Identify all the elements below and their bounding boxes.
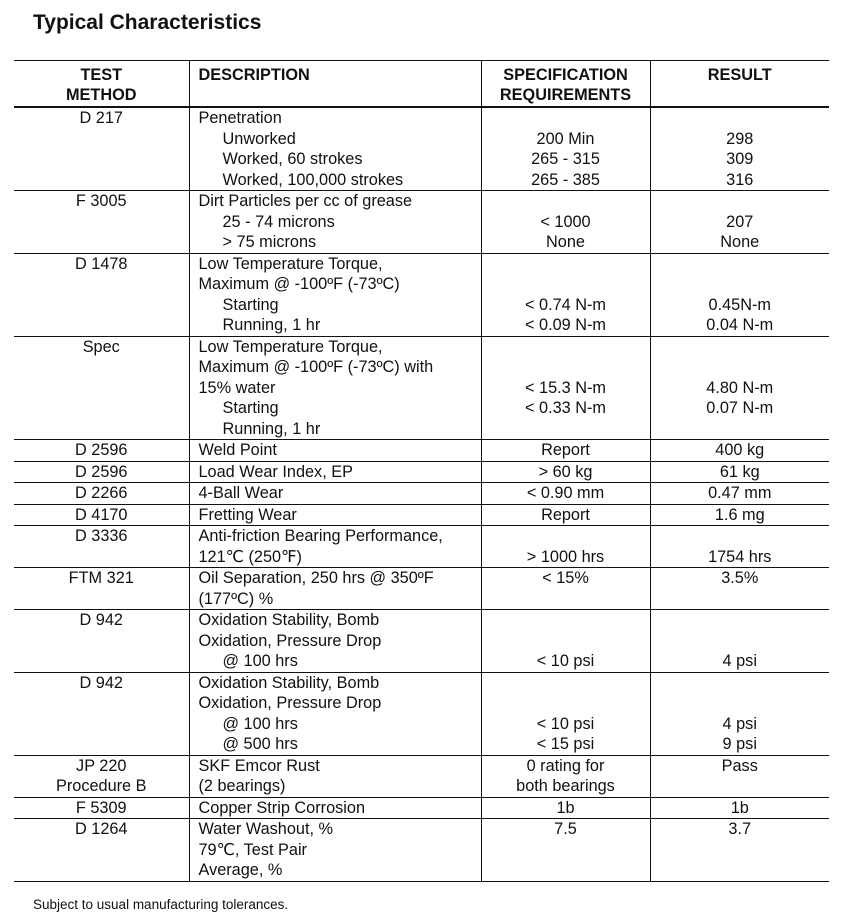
cell-line: Pass bbox=[721, 756, 758, 775]
description-line: Starting bbox=[222, 399, 279, 417]
description-cell bbox=[189, 568, 481, 610]
blank-line bbox=[482, 108, 650, 129]
requirement-cell bbox=[481, 483, 650, 505]
cell-line: D 217 bbox=[79, 109, 123, 127]
cell-line: 316 bbox=[726, 170, 754, 189]
cell-line: 0.04 N-m bbox=[706, 316, 774, 334]
blank-line bbox=[482, 357, 650, 378]
table-row bbox=[14, 526, 829, 568]
description-cell bbox=[189, 461, 481, 483]
description-line: @ 500 hrs bbox=[222, 735, 298, 753]
blank-line bbox=[651, 693, 830, 714]
cell-line: D 2596 bbox=[74, 441, 128, 459]
blank-line bbox=[651, 274, 830, 295]
description-line: Oxidation, Pressure Drop bbox=[198, 694, 382, 712]
description-line: (2 bearings) bbox=[198, 777, 286, 795]
table-body bbox=[14, 107, 829, 881]
cell-line: < 10 psi bbox=[536, 652, 595, 670]
result-cell bbox=[650, 440, 829, 462]
cell-line: JP 220 bbox=[76, 756, 127, 775]
description-line: > 75 microns bbox=[222, 233, 317, 251]
table-header bbox=[14, 61, 829, 108]
result-cell bbox=[650, 568, 829, 610]
cell-line: D 1478 bbox=[74, 254, 128, 273]
cell-line: 0.07 N-m bbox=[706, 399, 774, 417]
cell-line: 61 kg bbox=[719, 462, 760, 481]
result-cell bbox=[650, 526, 829, 568]
cell-line: 3.5% bbox=[721, 569, 759, 587]
cell-line: < 0.09 N-m bbox=[525, 316, 606, 334]
description-line: 4-Ball Wear bbox=[198, 484, 284, 502]
cell-line: 1b bbox=[730, 798, 749, 817]
description-cell bbox=[189, 191, 481, 254]
description-line: 79℃, Test Pair bbox=[198, 840, 307, 859]
blank-line bbox=[482, 526, 650, 547]
description-line: Oil Separation, 250 hrs @ 350ºF bbox=[198, 569, 434, 587]
description-line: Water Washout, % bbox=[198, 820, 334, 838]
test-method-cell bbox=[14, 568, 189, 610]
test-method-cell bbox=[14, 191, 189, 254]
cell-line: D 1264 bbox=[74, 820, 128, 838]
description-cell bbox=[189, 819, 481, 882]
header-row bbox=[14, 61, 829, 108]
cell-line: None bbox=[546, 233, 585, 251]
table-row bbox=[14, 672, 829, 755]
requirement-cell bbox=[481, 191, 650, 254]
test-method-cell bbox=[14, 336, 189, 440]
description-line: (177ºC) % bbox=[198, 589, 274, 608]
blank-line bbox=[482, 191, 650, 212]
cell-line: < 0.33 N-m bbox=[525, 399, 606, 417]
description-cell bbox=[189, 504, 481, 526]
table-row bbox=[14, 483, 829, 505]
test-method-cell bbox=[14, 526, 189, 568]
cell-line: both bearings bbox=[516, 777, 615, 795]
cell-line: 207 bbox=[726, 212, 754, 231]
header-description bbox=[189, 61, 481, 108]
cell-line: 265 - 385 bbox=[531, 170, 600, 189]
blank-line bbox=[482, 631, 650, 652]
description-line: 25 - 74 microns bbox=[222, 212, 335, 231]
table-row bbox=[14, 336, 829, 440]
cell-line: Procedure B bbox=[55, 777, 147, 795]
cell-line: 9 psi bbox=[722, 735, 757, 753]
test-method-cell bbox=[14, 253, 189, 336]
cell-line: FTM 321 bbox=[68, 569, 134, 587]
table-row bbox=[14, 440, 829, 462]
cell-line: 4 psi bbox=[722, 652, 757, 670]
cell-line: 200 Min bbox=[536, 129, 595, 148]
cell-line: 1b bbox=[556, 798, 575, 817]
description-line: 15% water bbox=[198, 378, 276, 397]
blank-line bbox=[651, 526, 830, 547]
cell-line: 4 psi bbox=[722, 714, 757, 733]
blank-line bbox=[482, 610, 650, 631]
header-result bbox=[650, 61, 829, 108]
table-row bbox=[14, 568, 829, 610]
blank-line bbox=[482, 254, 650, 275]
header-line: RESULT bbox=[707, 66, 772, 84]
table-row bbox=[14, 461, 829, 483]
requirement-cell bbox=[481, 797, 650, 819]
cell-line: < 0.90 mm bbox=[526, 484, 605, 502]
description-line: SKF Emcor Rust bbox=[198, 756, 320, 775]
blank-line bbox=[482, 673, 650, 694]
description-line: Low Temperature Torque, bbox=[198, 337, 383, 356]
description-line: Copper Strip Corrosion bbox=[198, 798, 366, 817]
description-cell bbox=[189, 483, 481, 505]
blank-line bbox=[651, 357, 830, 378]
cell-line: < 10 psi bbox=[536, 714, 595, 733]
cell-line: < 15.3 N-m bbox=[525, 378, 606, 397]
header-line: METHOD bbox=[65, 86, 137, 104]
requirement-cell bbox=[481, 672, 650, 755]
requirement-cell bbox=[481, 253, 650, 336]
description-line: Oxidation Stability, Bomb bbox=[198, 673, 380, 692]
cell-line: D 4170 bbox=[74, 505, 128, 524]
result-cell bbox=[650, 483, 829, 505]
description-line: @ 100 hrs bbox=[222, 652, 298, 670]
table-row bbox=[14, 755, 829, 797]
header-line: SPECIFICATION bbox=[503, 66, 628, 84]
header-test-method bbox=[14, 61, 189, 108]
description-cell bbox=[189, 253, 481, 336]
description-line: Maximum @ -100ºF (-73ºC) bbox=[198, 275, 400, 293]
requirement-cell bbox=[481, 526, 650, 568]
test-method-cell bbox=[14, 107, 189, 191]
table-row bbox=[14, 610, 829, 673]
description-cell bbox=[189, 336, 481, 440]
result-cell bbox=[650, 253, 829, 336]
requirement-cell bbox=[481, 755, 650, 797]
result-cell bbox=[650, 672, 829, 755]
description-cell bbox=[189, 755, 481, 797]
cell-line: 0 rating for bbox=[526, 756, 605, 775]
page-title: Typical Characteristics bbox=[33, 11, 262, 34]
description-line: Running, 1 hr bbox=[222, 419, 321, 438]
cell-line: 0.47 mm bbox=[708, 484, 772, 502]
header-line: REQUIREMENTS bbox=[499, 86, 632, 104]
description-line: Weld Point bbox=[198, 441, 277, 459]
cell-line: 400 kg bbox=[715, 441, 765, 459]
result-cell bbox=[650, 610, 829, 673]
blank-line bbox=[482, 693, 650, 714]
test-method-cell bbox=[14, 483, 189, 505]
blank-line bbox=[651, 254, 830, 275]
test-method-cell bbox=[14, 819, 189, 882]
requirement-cell bbox=[481, 461, 650, 483]
requirement-cell bbox=[481, 504, 650, 526]
cell-line: Report bbox=[541, 505, 590, 524]
blank-line bbox=[651, 673, 830, 694]
result-cell bbox=[650, 755, 829, 797]
description-line: Maximum @ -100ºF (-73ºC) with bbox=[198, 358, 434, 376]
cell-line: 298 bbox=[726, 129, 754, 148]
description-line: Running, 1 hr bbox=[222, 316, 321, 334]
description-line: Penetration bbox=[198, 109, 282, 127]
description-line: Dirt Particles per cc of grease bbox=[198, 192, 413, 210]
cell-line: 309 bbox=[726, 150, 754, 168]
cell-line: 265 - 315 bbox=[531, 150, 600, 168]
test-method-cell bbox=[14, 755, 189, 797]
cell-line: < 15% bbox=[542, 569, 589, 587]
result-cell bbox=[650, 107, 829, 191]
cell-line: < 15 psi bbox=[536, 735, 595, 753]
footnote: Subject to usual manufacturing tolerances. bbox=[33, 897, 289, 912]
characteristics-table bbox=[14, 60, 829, 882]
test-method-cell bbox=[14, 461, 189, 483]
header-specification-requirements bbox=[481, 61, 650, 108]
description-line: 121℃ (250℉) bbox=[198, 547, 302, 566]
test-method-cell bbox=[14, 672, 189, 755]
requirement-cell bbox=[481, 336, 650, 440]
description-line: Worked, 100,000 strokes bbox=[222, 170, 404, 189]
description-cell bbox=[189, 526, 481, 568]
table-row bbox=[14, 253, 829, 336]
description-line: Starting bbox=[222, 295, 279, 314]
description-line: Low Temperature Torque, bbox=[198, 254, 383, 273]
cell-line: 7.5 bbox=[554, 820, 577, 838]
result-cell bbox=[650, 336, 829, 440]
description-line: Worked, 60 strokes bbox=[222, 150, 363, 168]
test-method-cell bbox=[14, 504, 189, 526]
description-cell bbox=[189, 797, 481, 819]
test-method-cell bbox=[14, 797, 189, 819]
cell-line: F 5309 bbox=[75, 798, 127, 817]
result-cell bbox=[650, 819, 829, 882]
blank-line bbox=[651, 191, 830, 212]
description-line: Anti-friction Bearing Performance, bbox=[198, 527, 443, 545]
description-cell bbox=[189, 107, 481, 191]
table-row bbox=[14, 107, 829, 191]
test-method-cell bbox=[14, 440, 189, 462]
blank-line bbox=[482, 337, 650, 358]
requirement-cell bbox=[481, 819, 650, 882]
blank-line bbox=[651, 610, 830, 631]
requirement-cell bbox=[481, 440, 650, 462]
blank-line bbox=[651, 108, 830, 129]
cell-line: > 1000 hrs bbox=[526, 547, 605, 566]
cell-line: < 0.74 N-m bbox=[525, 295, 606, 314]
result-cell bbox=[650, 191, 829, 254]
result-cell bbox=[650, 504, 829, 526]
description-line: Load Wear Index, EP bbox=[198, 462, 353, 481]
blank-line bbox=[482, 274, 650, 295]
cell-line: Spec bbox=[82, 337, 120, 356]
blank-line bbox=[651, 631, 830, 652]
cell-line: 3.7 bbox=[728, 820, 752, 838]
cell-line: Report bbox=[541, 441, 590, 459]
requirement-cell bbox=[481, 107, 650, 191]
table-row bbox=[14, 191, 829, 254]
cell-line: < 1000 bbox=[540, 212, 591, 231]
cell-line: 1754 hrs bbox=[708, 547, 772, 566]
description-cell bbox=[189, 610, 481, 673]
description-line: Unworked bbox=[222, 129, 296, 148]
description-cell bbox=[189, 440, 481, 462]
cell-line: 1.6 mg bbox=[714, 505, 765, 524]
header-line: DESCRIPTION bbox=[198, 66, 310, 84]
description-line: Oxidation Stability, Bomb bbox=[198, 611, 380, 629]
cell-line: D 2266 bbox=[74, 484, 128, 502]
cell-line: D 942 bbox=[79, 611, 123, 629]
test-method-cell bbox=[14, 610, 189, 673]
cell-line: None bbox=[720, 233, 760, 251]
cell-line: 0.45N-m bbox=[708, 295, 771, 314]
cell-line: F 3005 bbox=[75, 192, 127, 210]
requirement-cell bbox=[481, 568, 650, 610]
result-cell bbox=[650, 461, 829, 483]
cell-line: D 3336 bbox=[74, 527, 128, 545]
cell-line: 4.80 N-m bbox=[706, 378, 774, 397]
description-line: Fretting Wear bbox=[198, 505, 297, 524]
requirement-cell bbox=[481, 610, 650, 673]
header-line: TEST bbox=[80, 66, 123, 84]
description-line: Average, % bbox=[198, 861, 283, 879]
cell-line: D 942 bbox=[79, 673, 123, 692]
cell-line: > 60 kg bbox=[538, 462, 593, 481]
table-row bbox=[14, 504, 829, 526]
result-cell bbox=[650, 797, 829, 819]
table-row bbox=[14, 819, 829, 882]
description-cell bbox=[189, 672, 481, 755]
description-line: Oxidation, Pressure Drop bbox=[198, 631, 382, 650]
table-row bbox=[14, 797, 829, 819]
description-line: @ 100 hrs bbox=[222, 714, 298, 733]
blank-line bbox=[651, 337, 830, 358]
cell-line: D 2596 bbox=[74, 462, 128, 481]
